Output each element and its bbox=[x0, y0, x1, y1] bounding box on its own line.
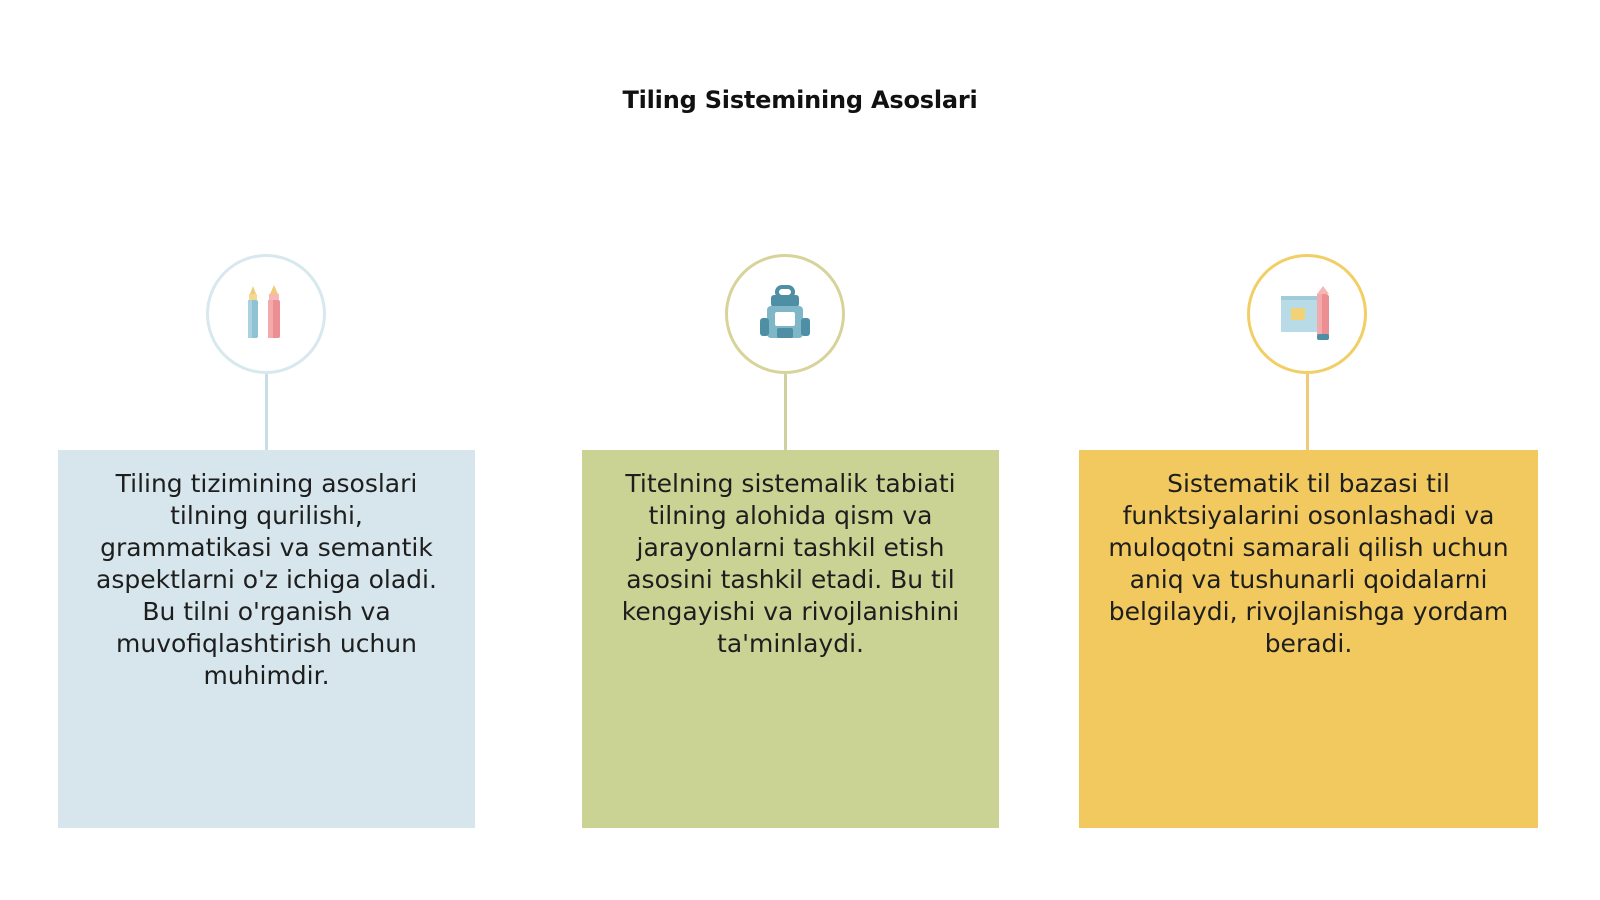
card-text-1: Tiling tizimining asoslari tilning qurilishi, grammatikasi va semantik aspektlarni o'z ichiga oladi. Bu tilni o'rganish va muvofiqlashtirish uchun muhimdir. bbox=[96, 469, 437, 690]
icon-ring-1 bbox=[206, 254, 326, 374]
pencils-icon bbox=[236, 284, 296, 344]
icon-ring-3 bbox=[1247, 254, 1367, 374]
info-column-1 bbox=[58, 0, 475, 900]
drawing-board-icon bbox=[1277, 284, 1337, 344]
connector-line-1 bbox=[265, 374, 268, 450]
info-column-2 bbox=[582, 0, 999, 900]
info-card-1 bbox=[58, 450, 475, 828]
page-title: Tiling Sistemining Asoslari bbox=[622, 86, 978, 114]
info-card-3 bbox=[1079, 450, 1538, 828]
card-text-3: Sistematik til bazasi til funktsiyalarini osonlashadi va muloqotni samarali qilish uchun aniq va tushunarli qoidalarni belgilaydi, rivojlanishga yordam beradi. bbox=[1108, 469, 1509, 658]
connector-line-2 bbox=[784, 374, 787, 450]
icon-ring-2 bbox=[725, 254, 845, 374]
info-column-3 bbox=[1079, 0, 1538, 900]
info-card-2 bbox=[582, 450, 999, 828]
connector-line-3 bbox=[1306, 374, 1309, 450]
card-text-2: Titelning sistemalik tabiati tilning alohida qism va jarayonlarni tashkil etish asosini tashkil etadi. Bu til kengayishi va rivojlanishini ta'minlaydi. bbox=[621, 469, 960, 658]
backpack-icon bbox=[755, 284, 815, 344]
